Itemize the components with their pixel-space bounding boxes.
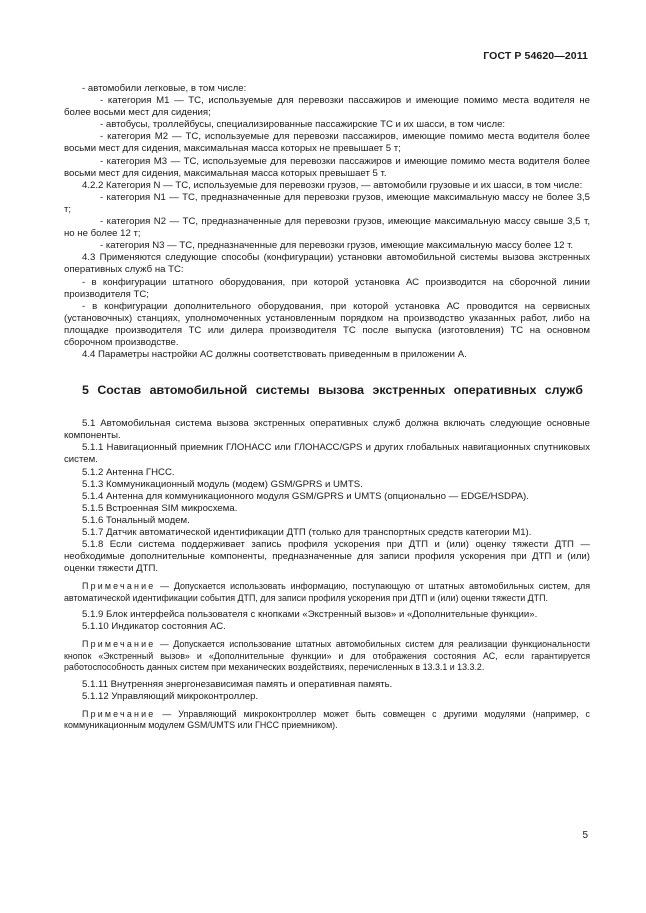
page-number: 5: [582, 830, 588, 841]
list-item: 5.1.11 Внутренняя энергонезависимая память и оперативная память.: [82, 678, 393, 690]
list-item: - категория N3 — ТС, предназначенные для перевозки грузов, имеющие максимальную массу более 12 т.: [100, 240, 574, 252]
list-item: 5.1.9 Блок интерфейса пользователя с кнопками «Экстренный вызов» и «Дополнительные функции».: [82, 609, 538, 621]
note: [64, 709, 590, 732]
list-item: - в конфигурации штатного оборудования, при которой установка АС производится на сборочной линии производителя ТС;: [64, 276, 590, 300]
list-item: - категория М3 — ТС, используемые для перевозки пассажиров и имеющие помимо места водителя более восьми мест для сидения, максимальная масса которых превышает 5 т.: [64, 155, 590, 179]
note: [64, 581, 590, 604]
page-body: [64, 83, 590, 737]
paragraph: 5.1 Автомобильная система вызова экстренных оперативных служб должна включать следующие основные компоненты.: [64, 418, 590, 442]
list-item: 5.1.6 Тональный модем.: [82, 514, 190, 526]
list-item: 5.1.1 Навигационный приемник ГЛОНАСС или ГЛОНАСС/GPS и других глобальных навигационных спутниковых систем.: [64, 442, 590, 466]
section-title: 5 Состав автомобильной системы вызова экстренных оперативных служб: [82, 383, 583, 398]
note-text: — Допускается использование штатных автомобильных систем для реализации функциональности кнопок «Экстренный вызов» и «Дополнительные функции» и для отображения состояния АС, если гарантируется работоспособность данных систем при механических воздействиях, перечисленных в 13.3.1 и 13.3.2.: [64, 639, 590, 673]
list-item: - категория N2 — ТС, предназначенные для перевозки грузов, имеющие максимальную массу свыше 3,5 т, но не более 12 т;: [64, 216, 590, 240]
note-label: Примечание: [82, 708, 156, 719]
list-item: 5.1.5 Встроенная SIM микросхема.: [82, 502, 238, 514]
paragraph: 4.4 Параметры настройки АС должны соответствовать приведенным в приложении А.: [82, 349, 467, 361]
list-item: 5.1.10 Индикатор состояния АС.: [82, 621, 226, 633]
list-item: 5.1.2 Антенна ГНСС.: [82, 466, 175, 478]
list-item: - категория N1 — ТС, предназначенные для перевозки грузов, имеющие максимальную массу не более 3,5 т;: [64, 191, 590, 215]
list-item: 5.1.4 Антенна для коммуникационного модуля GSM/GPRS и UMTS (опционально — EDGE/HSDPA).: [82, 490, 529, 502]
list-item: - автобусы, троллейбусы, специализированные пассажирские ТС и их шасси, в том числе:: [100, 119, 506, 131]
list-item: - автомобили легковые, в том числе:: [82, 83, 247, 94]
note-text: — Управляющий микроконтроллер может быть совмещен с другими модулями (например, с коммуникационным модулем GSM/UMTS или ГНСС приемником).: [64, 708, 590, 731]
note-text: — Допускается использовать информацию, поступающую от штатных автомобильных систем, для автоматической идентификации события ДТП, для записи профиля ускорения при ДТП и (или) оценки тяжести ДТП.: [64, 581, 591, 603]
list-item: 5.1.8 Если система поддерживает запись профиля ускорения при ДТП и (или) оценку тяжести ДТП — необходимые дополнительные компоненты, предназначенные для записи профиля ускорения при ДТП и (или) оценки тяжести ДТП.: [64, 539, 590, 575]
note-label: Примечание: [82, 581, 156, 592]
document-header: ГОСТ Р 54620—2011: [483, 50, 588, 62]
list-item: 5.1.7 Датчик автоматической идентификации ДТП (только для транспортных средств категории М1).: [82, 527, 532, 538]
paragraph: 4.3 Применяются следующие способы (конфигурации) установки автомобильной системы вызова экстренных оперативных служб на ТС:: [64, 252, 590, 276]
list-item: 5.1.3 Коммуникационный модуль (модем) GSM/GPRS и UMTS.: [82, 478, 363, 490]
list-item: 5.1.12 Управляющий микроконтроллер.: [82, 690, 259, 702]
list-item: - категория М1 — ТС, используемые для перевозки пассажиров и имеющие помимо места водителя не более восьми мест для сидения;: [64, 95, 590, 119]
note-label: Примечание: [82, 639, 156, 650]
note: [64, 639, 590, 673]
list-item: - в конфигурации дополнительного оборудования, при которой установка АС проводится на сервисных (установочных) станциях, уполномоченных установленным порядком на производство указанных работ, либо на площадке производителя ТС или дилера производителя ТС после выпуска (изготовления) ТС на основном сборочном производстве.: [64, 300, 590, 348]
paragraph: 4.2.2 Категория N — ТС, используемые для перевозки грузов, — автомобили грузовые и их шасси, в том числе:: [82, 179, 583, 191]
list-item: - категория М2 — ТС, используемые для перевозки пассажиров, имеющие помимо места водителя более восьми мест для сидения, максимальная масса которых не превышает 5 т;: [64, 131, 590, 155]
